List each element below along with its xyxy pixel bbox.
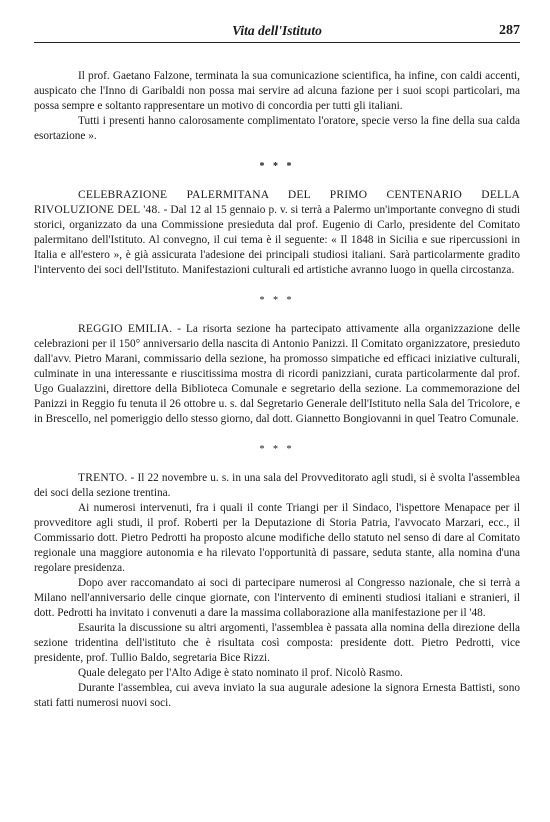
page-number: 287 <box>499 23 520 38</box>
section-separator: * * * <box>259 444 295 455</box>
section-heading-trento: TRENTO. <box>78 472 128 484</box>
paragraph-falzone: Il prof. Gaetano Falzone, terminata la sua comunicazione scientifica, ha infine, con caldi accenti, auspicato che l'Inno di Garibaldi non possa mai servire ad alcuna fazione per i suoi scopi particolari, ma possa sempre e soltanto rappresentare un motivo di concordia per tutti gli italiani. <box>34 70 520 112</box>
section-separator: * * * <box>259 295 295 306</box>
paragraph-complimenti: Tutti i presenti hanno calorosamente complimentato l'oratore, specie verso la fine della sua calda esortazione ». <box>34 115 520 142</box>
paragraph-trento-4: Esaurita la discussione su altri argomenti, l'assemblea è passata alla nomina della direzione della sezione tridentina dell'istituto che è risultata così composta: presidente dott. Pietro Pedrotti, vice presidente, prof. Tullio Baldo, segretaria Bice Rizzi. <box>34 622 520 664</box>
article-body <box>34 69 520 711</box>
paragraph-reggio-emilia <box>34 322 520 427</box>
paragraph-palermo <box>34 188 520 278</box>
page <box>34 22 520 711</box>
paragraph-trento-5: Quale delegato per l'Alto Adige è stato nominato il prof. Nicolò Rasmo. <box>78 667 403 679</box>
running-title: Vita dell'Istituto <box>232 23 322 38</box>
reggio-text: - La risorta sezione ha partecipato attivamente alla organizzazione delle celebrazioni per il 150° anniversario della nascita di Antonio Panizzi. Il Comitato organizzatore, presieduto dall'avv. Pietro Marani, commissario della sezione, ha promosso simpatiche ed efficaci iniziative culturali, culminate in una interessante e riuscitissima mostra di ricordi panizziani, curata particolarmente dal prof. Ugo Gualazzini, direttore della Biblioteca Comunale e segretario della sezione. La commemorazione del Panizzi in Reggio fu tenuta il 26 ottobre u. s. dal Segretario Generale dell'Istituto nella Sala del Tricolore, e in Brescello, nel pomeriggio dello stesso giorno, dal dott. Giannetto Bongiovanni in quel Teatro Comunale. <box>34 323 520 425</box>
page-header <box>34 22 520 43</box>
section-heading-palermo: CELEBRAZIONE PALERMITANA DEL PRIMO CENTENARIO DELLA RIVOLUZIONE DEL '48. <box>34 189 520 216</box>
section-separator: * * * <box>259 161 295 172</box>
section-heading-reggio-emilia: REGGIO EMILIA. <box>78 323 173 335</box>
paragraph-trento <box>34 471 520 501</box>
trento-text: - Il 22 novembre u. s. in una sala del Provveditorato agli studi, si è svolta l'assemblea dei soci della sezione trentina. <box>34 472 520 499</box>
palermo-text: - Dal 12 al 15 gennaio p. v. si terrà a Palermo un'importante convegno di studi storici, organizzato da una Commissione presieduta dal prof. Eugenio di Carlo, presidente del Comitato palermitano dell'Istituto. Al convegno, il cui tema è il seguente: « Il 1848 in Sicilia e sue ripercussioni in Italia e all'estero », è già assicurata l'adesione dei principali studiosi italiani. Sarà particolarmente gradito l'intervento dei soci dell'Istituto. Manifestazioni culturali ed artistiche avranno luogo in quella circostanza. <box>34 204 520 276</box>
paragraph-trento-6: Durante l'assemblea, cui aveva inviato la sua augurale adesione la signora Ernesta Battisti, sono stati fatti numerosi nuovi soci. <box>34 682 520 709</box>
paragraph-trento-3: Dopo aver raccomandato ai soci di partecipare numerosi al Congresso nazionale, che si terrà a Milano nell'anniversario delle cinque giornate, con l'intervento di eminenti studiosi italiani e stranieri, il dott. Pedrotti ha invitato i convenuti a dare la massima collaborazione alla manifestazione per il '48. <box>34 577 520 619</box>
paragraph-trento-2: Ai numerosi intervenuti, fra i quali il conte Triangi per il Sindaco, l'ispettore Menapace per il provveditore agli studi, il prof. Roberti per la Deputazione di Storia Patria, l'avvocato Marzari, ecc., il Commissario dott. Pietro Pedrotti ha proposto alcune modifiche dello statuto nel senso di dare al Comitato regionale una maggiore autonomia e ha rilevato l'opportunità di passare, seduta stante, alla nomina d'una regolare presidenza. <box>34 502 520 574</box>
